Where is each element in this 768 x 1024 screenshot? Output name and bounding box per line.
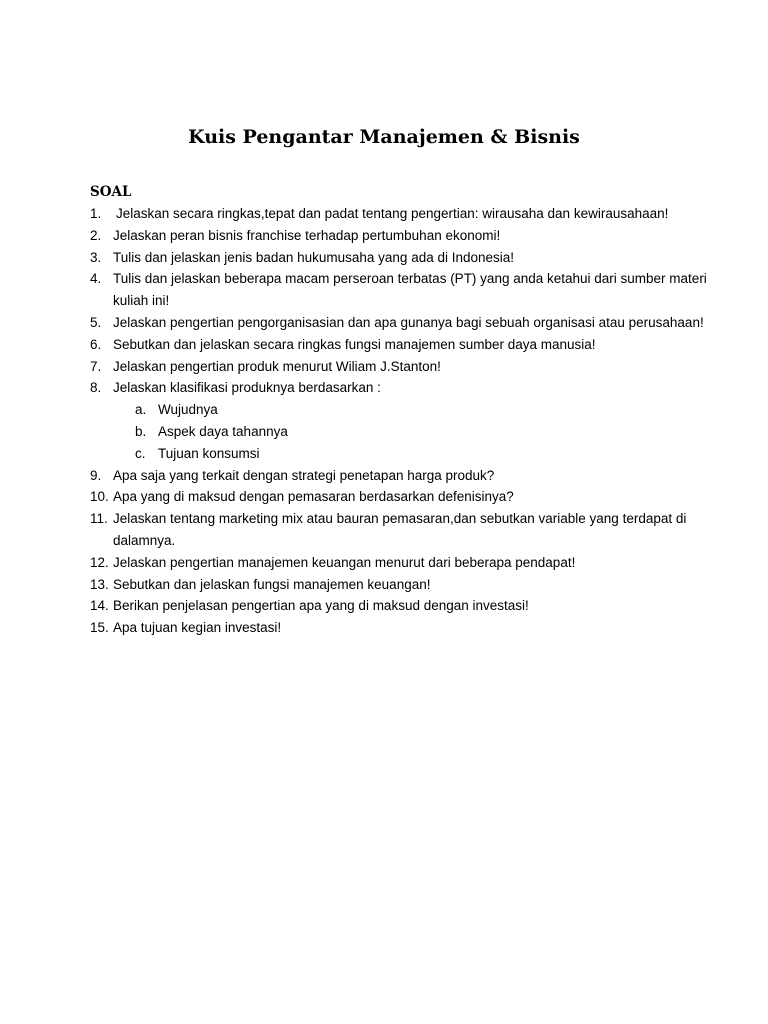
question-text: Sebutkan dan jelaskan fungsi manajemen keuangan!: [113, 576, 431, 592]
question-item: [90, 268, 710, 312]
sub-list: [90, 399, 710, 464]
question-text: Jelaskan tentang marketing mix atau bauran pemasaran,dan sebutkan variable yang terdapat di dalamnya.: [113, 511, 687, 548]
question-item: [90, 334, 710, 356]
sub-item-text: Tujuan konsumsi: [158, 445, 260, 461]
question-text: Jelaskan pengertian manajemen keuangan menurut dari beberapa pendapat!: [113, 554, 576, 570]
question-text: Jelaskan pengertian produk menurut Wiliam J.Stanton!: [113, 358, 441, 374]
question-number: 11.: [90, 511, 108, 527]
question-number: 2.: [90, 227, 102, 243]
sub-item-letter: c.: [135, 445, 146, 461]
question-text: Jelaskan pengertian pengorganisasian dan apa gunanya bagi sebuah organisasi atau perusahaan!: [113, 314, 704, 330]
question-number: 12.: [90, 554, 109, 570]
sub-item-letter: b.: [135, 423, 147, 439]
question-number: 4.: [90, 271, 102, 287]
question-item: [90, 574, 710, 596]
question-text: Tulis dan jelaskan beberapa macam perseroan terbatas (PT) yang anda ketahui dari sumber materi kuliah ini!: [113, 271, 707, 309]
sub-item: [90, 443, 710, 465]
question-text: Apa saja yang terkait dengan strategi penetapan harga produk?: [113, 467, 495, 483]
question-number: 3.: [90, 249, 102, 265]
question-text: Jelaskan klasifikasi produknya berdasarkan :: [113, 380, 381, 396]
question-text: Berikan penjelasan pengertian apa yang di maksud dengan investasi!: [113, 598, 529, 614]
question-number: 6.: [90, 336, 102, 352]
question-text: Jelaskan secara ringkas,tepat dan padat tentang pengertian: wirausaha dan kewirausahaan!: [116, 206, 669, 221]
question-number: 14.: [90, 598, 109, 614]
question-number: 15.: [90, 620, 109, 636]
question-item: [90, 552, 710, 574]
section-label: SOAL: [90, 184, 132, 200]
question-number: 1.: [90, 206, 102, 221]
question-number: 5.: [90, 314, 102, 330]
question-item: [90, 203, 710, 225]
sub-item-text: Aspek daya tahannya: [158, 423, 288, 439]
sub-item: [90, 399, 710, 421]
question-text: Sebutkan dan jelaskan secara ringkas fungsi manajemen sumber daya manusia!: [113, 336, 596, 352]
question-number: 7.: [90, 358, 102, 374]
question-text: Apa yang di maksud dengan pemasaran berdasarkan defenisinya?: [113, 489, 514, 505]
question-number: 8.: [90, 380, 102, 396]
question-item: [90, 356, 710, 378]
question-number: 9.: [90, 467, 102, 483]
question-item: [90, 486, 710, 508]
question-number: 10.: [90, 489, 109, 505]
sub-item-letter: a.: [135, 402, 147, 418]
sub-item: [90, 421, 710, 443]
sub-list-container: [90, 399, 710, 464]
question-item: [90, 247, 710, 269]
question-text: Jelaskan peran bisnis franchise terhadap pertumbuhan ekonomi!: [113, 227, 501, 243]
question-item: [90, 225, 710, 247]
question-text: Tulis dan jelaskan jenis badan hukumusaha yang ada di Indonesia!: [113, 249, 515, 265]
question-list: [90, 203, 710, 639]
question-text: Apa tujuan kegian investasi!: [113, 620, 282, 636]
question-item: [90, 465, 710, 487]
question-item: [90, 508, 710, 552]
question-item: [90, 377, 710, 399]
question-item: [90, 617, 710, 639]
sub-item-text: Wujudnya: [158, 402, 218, 418]
question-item: [90, 312, 710, 334]
question-number: 13.: [90, 576, 109, 592]
document-title: Kuis Pengantar Manajemen & Bisnis: [188, 126, 580, 148]
question-item: [90, 595, 710, 617]
